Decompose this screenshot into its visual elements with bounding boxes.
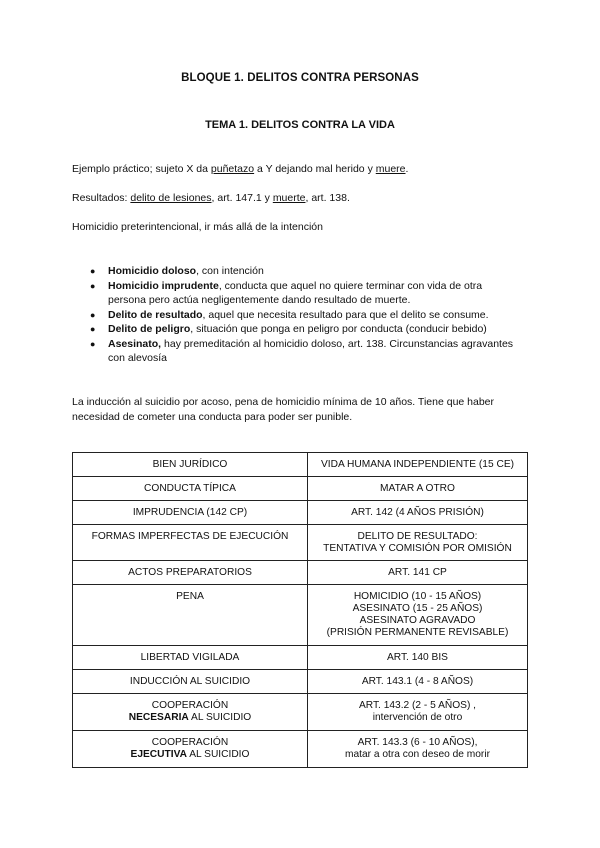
table-cell-value: VIDA HUMANA INDEPENDIENTE (15 CE) [308, 453, 528, 477]
list-item [90, 322, 522, 337]
cell-line: COOPERACIÓN [151, 700, 229, 711]
table-row [73, 561, 528, 585]
table-row [73, 501, 528, 525]
table-cell-value [308, 694, 528, 731]
cell-line [77, 749, 303, 761]
cell-text: AL SUICIDIO [186, 749, 250, 760]
example-text-2: a Y dejando mal herido y [254, 163, 376, 175]
table-cell-value: MATAR A OTRO [308, 477, 528, 501]
example-underline-muere: muere [375, 163, 406, 175]
table-row [73, 453, 528, 477]
table-cell-label [73, 731, 308, 768]
cell-line: (PRISIÓN PERMANENTE REVISABLE) [326, 627, 509, 638]
table-cell-value: ART. 143.1 (4 - 8 AÑOS) [308, 670, 528, 694]
results-line [72, 191, 350, 205]
definition: , aquel que necesita resultado para que el delito se consume. [202, 308, 489, 321]
results-underline-lesiones: delito de lesiones [130, 192, 212, 204]
cell-text: AL SUICIDIO [188, 712, 252, 723]
table-row [73, 477, 528, 501]
table-cell-value [308, 525, 528, 561]
table-cell-label: PENA [73, 585, 308, 646]
cell-line: HOMICIDIO (10 - 15 AÑOS) [353, 591, 482, 602]
term: Asesinato, [108, 337, 162, 350]
bullet-icon: ● [90, 266, 96, 276]
definition: , conducta que aquel no quiere terminar con vida de otra persona pero actúa negligentemente dando resultado de muerte. [108, 279, 483, 306]
preterintencional-line: Homicidio preterintencional, ir más allá de la intención [72, 221, 323, 233]
table-cell-label: LIBERTAD VIGILADA [73, 646, 308, 670]
cell-line: matar a otra con deseo de morir [345, 749, 490, 760]
definition: , con intención [196, 265, 264, 277]
term: Homicidio imprudente [108, 279, 219, 292]
list-item [90, 337, 522, 366]
table-row [73, 670, 528, 694]
results-text-2: , art. 147.1 y [211, 192, 273, 204]
table-row [73, 694, 528, 731]
example-underline-punetazo: puñetazo [210, 163, 255, 175]
table-cell-value: ART. 142 (4 AÑOS PRISIÓN) [308, 501, 528, 525]
results-text-1: Resultados: [72, 192, 131, 204]
cell-line [77, 712, 303, 724]
table-cell-value: ART. 140 BIS [308, 646, 528, 670]
table-cell-label: INDUCCIÓN AL SUICIDIO [73, 670, 308, 694]
table-cell-label: FORMAS IMPERFECTAS DE EJECUCIÓN [73, 525, 308, 561]
summary-table [72, 452, 528, 768]
table-cell-value [308, 585, 528, 646]
cell-line: ART. 143.2 (2 - 5 AÑOS) , [358, 700, 476, 711]
table-cell-label: IMPRUDENCIA (142 CP) [73, 501, 308, 525]
cell-line: ASESINATO AGRAVADO [359, 615, 476, 626]
definitions-list [90, 264, 522, 366]
table-cell-label: ACTOS PREPARATORIOS [73, 561, 308, 585]
table-cell-label: BIEN JURÍDICO [73, 453, 308, 477]
table-row [73, 525, 528, 561]
bullet-icon: ● [90, 309, 96, 320]
example-text-3: . [405, 163, 409, 175]
cell-line: ASESINATO (15 - 25 AÑOS) [352, 603, 483, 614]
example-line [72, 162, 408, 176]
results-text-3: , art. 138. [305, 192, 350, 204]
bullet-icon: ● [90, 338, 96, 349]
table-row [73, 585, 528, 646]
cell-line: ART. 143.3 (6 - 10 AÑOS), [357, 737, 478, 748]
cell-bold: EJECUTIVA [130, 749, 187, 760]
table-cell-value [308, 731, 528, 768]
definition: , situación que ponga en peligro por conducta (conducir bebido) [190, 323, 487, 335]
bullet-icon: ● [90, 280, 96, 291]
document-subtitle: TEMA 1. DELITOS CONTRA LA VIDA [205, 119, 395, 131]
term: Homicidio doloso [108, 265, 197, 277]
cell-line: COOPERACIÓN [151, 737, 229, 748]
list-item [90, 264, 522, 279]
definition: hay premeditación al homicidio doloso, art. 138. Circunstancias agravantes con alevosía [108, 337, 514, 364]
results-underline-muerte: muerte [272, 192, 306, 204]
term: Delito de resultado [108, 308, 203, 321]
table-row [73, 731, 528, 768]
induction-paragraph: La inducción al suicidio por acoso, pena de homicidio mínima de 10 años. Tiene que haber necesidad de cometer una conducta para poder ser punible. [72, 396, 495, 423]
table-cell-label [73, 694, 308, 731]
cell-line: DELITO DE RESULTADO: [357, 530, 478, 542]
table-cell-label: CONDUCTA TÍPICA [73, 477, 308, 501]
cell-line: intervención de otro [372, 712, 463, 723]
document-title: BLOQUE 1. DELITOS CONTRA PERSONAS [181, 72, 419, 84]
bullet-icon: ● [90, 324, 96, 334]
table-cell-value: ART. 141 CP [308, 561, 528, 585]
cell-line: TENTATIVA Y COMISIÓN POR OMISIÓN [323, 542, 512, 554]
cell-bold: NECESARIA [128, 712, 189, 723]
table-row [73, 646, 528, 670]
term: Delito de peligro [108, 323, 191, 335]
example-text-1: Ejemplo práctico; sujeto X da [72, 163, 211, 175]
list-item [90, 308, 522, 323]
list-item [90, 279, 522, 308]
